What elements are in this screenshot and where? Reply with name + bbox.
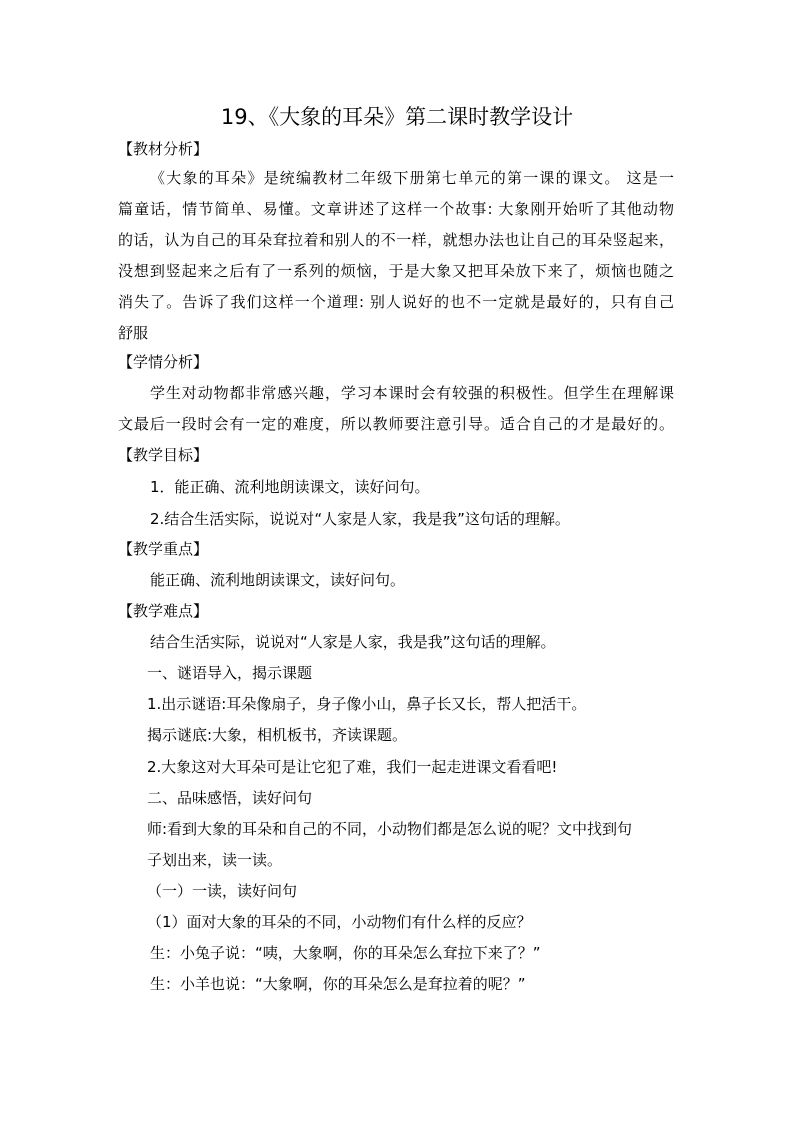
paragraph-line: 舒服 [118, 324, 149, 342]
goals-heading: 【教学目标】 [118, 446, 209, 464]
paragraph-line: 的话，认为自己的耳朵耷拉着和别人的不一样，就想办法也让自己的耳朵竖起来， [118, 231, 674, 249]
process-step: 子划出来，读一读。 [147, 851, 283, 869]
process-step: 生：小羊也说：“大象啊，你的耳朵怎么是耷拉着的呢？” [150, 975, 526, 993]
focus-text: 能正确、流利地朗读课文，读好问句。 [150, 571, 406, 589]
process-step: （一）一读，读好问句 [147, 882, 298, 900]
difficulty-text: 结合生活实际，说说对“人家是人家，我是我”这句话的理解。 [150, 633, 556, 651]
page-title: 19、《大象的耳朵》第二课时教学设计 [220, 105, 574, 129]
difficulty-heading: 【教学难点】 [118, 602, 209, 620]
goal-item: 1．能正确、流利地朗读课文，读好问句。 [150, 478, 430, 496]
process-step: 生：小兔子说：“咦，大象啊，你的耳朵怎么耷拉下来了？” [150, 944, 541, 962]
paragraph-line: 没想到竖起来之后有了一系列的烦恼，于是大象又把耳朵放下来了，烦恼也随之 [118, 262, 674, 280]
process-step: 二、品味感悟，读好问句 [147, 789, 313, 807]
process-step: 揭示谜底:大象，相机板书，齐读课题。 [147, 726, 408, 744]
focus-heading: 【教学重点】 [118, 540, 209, 558]
goal-item: 2.结合生活实际，说说对“人家是人家，我是我”这句话的理解。 [150, 510, 570, 528]
paragraph-line: 《大象的耳朵》是统编教材二年级下册第七单元的第一课的课文。 这是一 [150, 169, 674, 187]
process-step: 1.出示谜语:耳朵像扇子，身子像小山，鼻子长又长，帮人把活干。 [147, 695, 587, 713]
paragraph-line: 篇童话，情节简单、易懂。文章讲述了这样一个故事: 大象刚开始听了其他动物 [118, 200, 674, 218]
analysis-heading: 【教材分析】 [118, 140, 209, 158]
process-step: 一、谜语导入，揭示课题 [147, 664, 313, 682]
students-heading: 【学情分析】 [118, 353, 209, 371]
paragraph-line: 文最后一段时会有一定的难度，所以教师要注意引导。适合自己的才是最好的。 [118, 415, 674, 433]
paragraph-line: 学生对动物都非常感兴趣，学习本课时会有较强的积极性。但学生在理解课 [150, 384, 674, 402]
process-step: （1）面对大象的耳朵的不同，小动物们有什么样的反应？ [147, 913, 532, 931]
paragraph-line: 消失了。告诉了我们这样一个道理: 别人说好的也不一定就是最好的，只有自己 [118, 293, 674, 311]
process-step: 2.大象这对大耳朵可是让它犯了难，我们一起走进课文看看吧! [147, 758, 558, 776]
process-step: 师:看到大象的耳朵和自己的不同，小动物们都是怎么说的呢？文中找到句 [147, 820, 633, 838]
